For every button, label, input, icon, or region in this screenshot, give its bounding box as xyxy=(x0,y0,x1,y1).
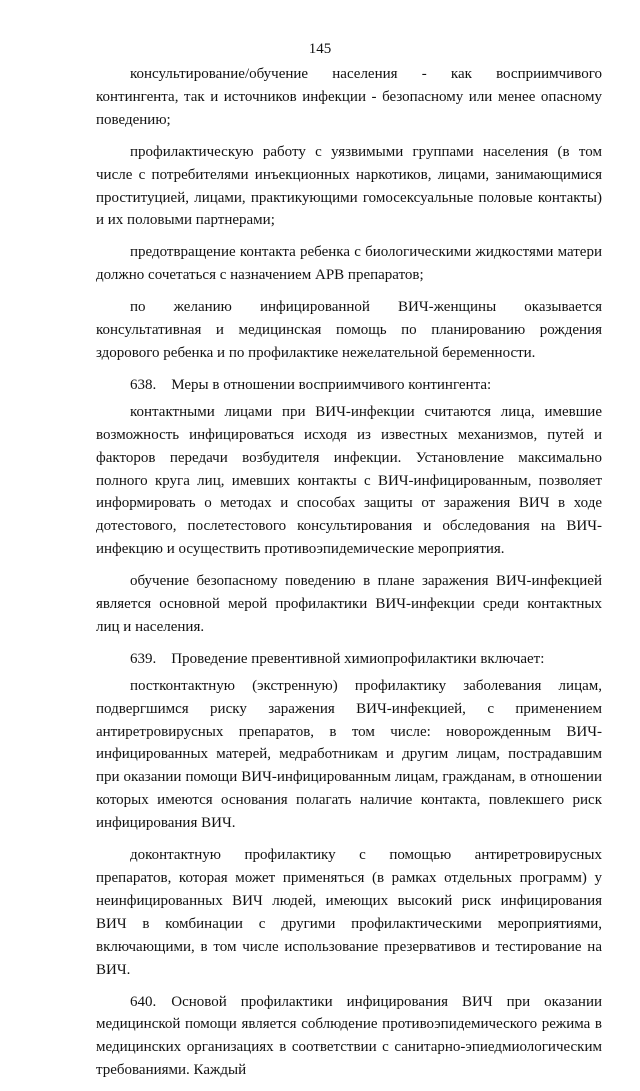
paragraph-contact-persons: контактными лицами при ВИЧ-инфекции считаются лица, имевшие возможность инфицироваться исходя из известных механизмов, путей и факторов передачи возбудителя инфекции. Установление максимально полного круга лиц, имевших контакты с ВИЧ-инфицированным, позволяет информировать о методах и способах защиты от заражения ВИЧ в ходе дотестового, послетестового консультирования и обследования на ВИЧ-инфекцию и осуществить противоэпидемические мероприятия. xyxy=(96,403,602,558)
document-body xyxy=(96,63,602,1091)
section-639-heading: 639. Проведение превентивной химиопрофилактики включает: xyxy=(130,650,545,667)
paragraph-safe-behavior: обучение безопасному поведению в плане заражения ВИЧ-инфекцией является основной мерой профилактики ВИЧ-инфекции среди контактных лиц и населения. xyxy=(96,573,602,635)
paragraph-vulnerable-groups: профилактическую работу с уязвимыми группами населения (в том числе с потребителями инъекционных наркотиков, лицами, занимающимися проституцией, лицами, практикующими гомосексуальные половые контакты) и их половыми партнерами; xyxy=(96,143,602,229)
paragraph-counseling: консультирование/обучение населения - как восприимчивого контингента, так и источников инфекции - безопасному или менее опасному поведению; xyxy=(96,66,602,128)
paragraph-post-exposure: постконтактную (экстренную) профилактику заболевания лицам, подвергшимся риску заражения ВИЧ-инфекцией, с применением антиретровирусных препаратов, в том числе: новорожденным ВИЧ-инфицированных матерей, медработникам и другим лицам, пострадавшим при оказании помощи ВИЧ-инфицированным лицам, гражданам, в отношении которых имеются основания полагать наличие контакта, повлекшего риск инфицирования ВИЧ. xyxy=(96,677,602,832)
section-640-paragraph: 640. Основой профилактики инфицирования ВИЧ при оказании медицинской помощи является соблюдение противоэпидемического режима в медицинских организациях в соответствии с санитарно-эпиедмиологическим требованиями. Каждый xyxy=(96,993,602,1079)
page-number: 145 xyxy=(308,41,332,57)
paragraph-child-contact: предотвращение контакта ребенка с биологическими жидкостями матери должно сочетаться с назначением АРВ препаратов; xyxy=(96,244,602,284)
paragraph-family-planning: по желанию инфицированной ВИЧ-женщины оказывается консультативная и медицинская помощь по планированию рождения здорового ребенка и по профилактике нежелательной беременности. xyxy=(96,299,602,361)
section-638-heading: 638. Меры в отношении восприимчивого контингента: xyxy=(130,376,492,393)
paragraph-pre-exposure: доконтактную профилактику с помощью антиретровирусных препаратов, которая может применяться (в рамках отдельных программ) у неинфицированных ВИЧ людей, имеющих высокий риск инфицирования ВИЧ в комбинации с другими профилактическими мероприятиями, включающими, в том числе использование презервативов и тестирование на ВИЧ. xyxy=(96,847,602,978)
